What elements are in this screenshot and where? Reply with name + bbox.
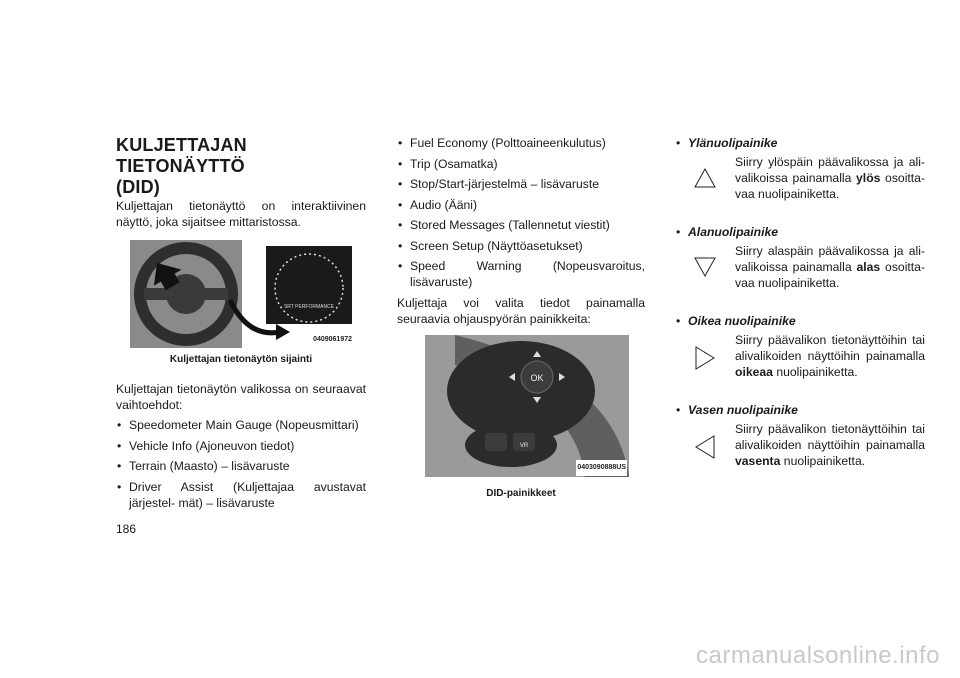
list-item: • Screen Setup (Näyttöasetukset) [397, 238, 645, 254]
column-right [675, 135, 925, 491]
figure-did-buttons [397, 335, 645, 502]
list-item: • Terrain (Maasto) – lisävaruste [116, 458, 366, 474]
steering-wheel-photo [130, 240, 354, 348]
figure-did-location [116, 240, 366, 368]
watermark: carmanualsonline.info [696, 642, 940, 669]
list-item: • Stored Messages (Tallennetut viestit) [397, 217, 645, 233]
figure-code: 0403090888US [576, 460, 627, 476]
list-item: • Driver Assist (Kuljettajaa avustavat järjestel- mät) – lisävaruste [116, 479, 366, 511]
up-arrow-section: • Ylänuolipainike Siirry ylöspäin päävalikossa ja ali- valikoissa painamalla ylös osoitta- vaa nuolipainiketta. [676, 136, 926, 201]
left-arrow-section: • Vasen nuolipainike Siirry päävalikon tietonäyttöihin tai alivalikoiden näyttöihin painamalla vasenta nuolipainiketta. [676, 403, 925, 468]
menu-list-middle [397, 135, 645, 290]
figure-caption: Kuljettajan tietonäytön sijainti [169, 354, 313, 365]
right-arrow-icon [675, 332, 735, 380]
list-item: • Stop/Start-järjestelmä – lisävaruste [397, 176, 645, 192]
list-item: • Fuel Economy (Polttoaineenkulutus) [397, 135, 645, 151]
list-item: • Speedometer Main Gauge (Nopeusmittari) [116, 417, 366, 433]
section-title: KULJETTAJAN TIETONÄYTTÖ (DID) [116, 135, 247, 197]
cluster-text: SRT PERFORMANCE [283, 304, 335, 310]
left-arrow-icon [675, 421, 735, 469]
list-item: • Speed Warning (Nopeusvaroitus, lisävaruste) [397, 258, 645, 290]
menu-intro: Kuljettajan tietonäytön valikossa on seuraavat vaihtoehdot: [116, 382, 366, 412]
list-item: • Trip (Osamatka) [397, 156, 645, 172]
page-number: 186 [116, 522, 137, 536]
right-arrow-title: Oikea nuolipainike [688, 314, 796, 328]
up-arrow-title: Ylänuolipainike [688, 136, 778, 150]
figure-code: 0409061972 [313, 336, 352, 343]
menu-list-left [116, 417, 366, 511]
down-arrow-section: • Alanuolipainike Siirry alaspäin päävalikossa ja ali- valikoissa painamalla alas osoitta- vaa nuolipainiketta. [676, 225, 926, 290]
buttons-intro: Kuljettaja voi valita tiedot painamalla seuraavia ohjauspyörän painikkeita: [397, 295, 645, 326]
intro-paragraph: Kuljettajan tietonäyttö on interaktiivinen näyttö, joka sijaitsee mittaristossa. [116, 199, 366, 229]
list-item: • Vehicle Info (Ajoneuvon tiedot) [116, 438, 366, 454]
column-left [116, 135, 366, 515]
ok-label: OK [530, 372, 544, 383]
down-arrow-title: Alanuolipainike [688, 225, 779, 239]
down-arrow-icon [675, 243, 735, 291]
left-arrow-title: Vasen nuolipainike [688, 403, 798, 417]
vr-label: VR [519, 442, 529, 449]
column-middle [397, 135, 645, 502]
did-buttons-photo [425, 335, 629, 477]
list-item: • Audio (Ääni) [397, 197, 645, 213]
figure-caption: DID-painikkeet [486, 487, 556, 499]
right-arrow-section: • Oikea nuolipainike Siirry päävalikon tietonäyttöihin tai alivalikoiden näyttöihin painamalla oikeaa nuolipainiketta. [676, 314, 925, 379]
up-arrow-icon [675, 154, 735, 202]
